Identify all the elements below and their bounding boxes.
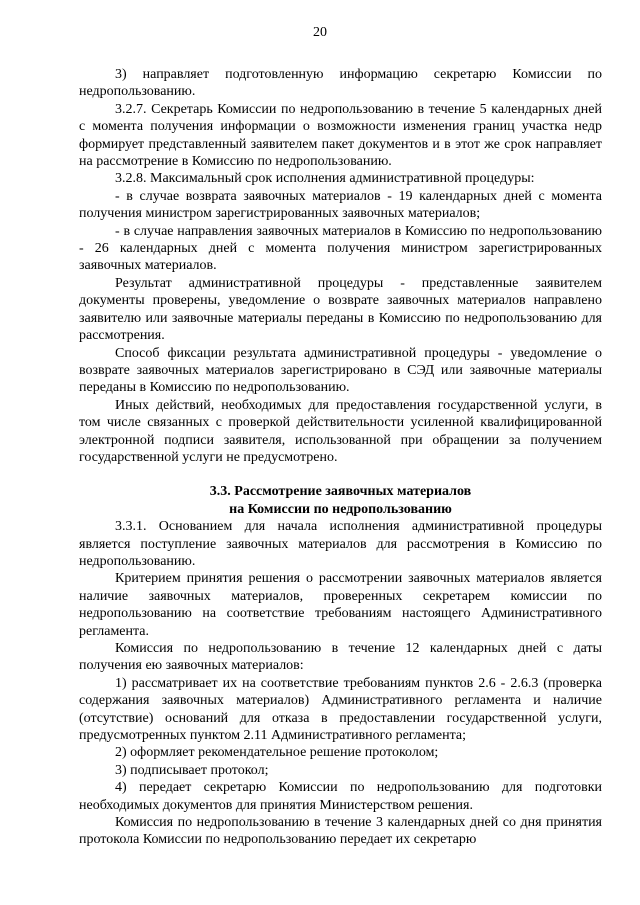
paragraph: - в случае возврата заявочных материалов - 19 календарных дней с момента получения министром зарегистрированных заявочных материалов; — [79, 188, 602, 222]
page-content — [79, 66, 602, 849]
paragraph: 3) направляет подготовленную информацию секретарю Комиссии по недропользованию. — [79, 67, 602, 100]
paragraph: Критерием принятия решения о рассмотрении заявочных материалов является наличие заявочных материалов, проверенных секретарем комиссии по недропользованию на соответствие требованиям настоящего Административного регламента. — [79, 571, 602, 639]
section-spacer — [79, 466, 602, 483]
paragraph: 3.3.1. Основанием для начала исполнения административной процедуры является поступление заявочных материалов для рассмотрения в Комиссию по недропользованию. — [79, 519, 602, 569]
paragraph: Способ фиксации результата административной процедуры - уведомление о возврате заявочных материалов зарегистрировано в СЭД или заявочные материалы переданы в Комиссию по недропользованию. — [79, 345, 602, 396]
paragraph: 2) оформляет рекомендательное решение протоколом; — [115, 745, 439, 761]
paragraph: - в случае направления заявочных материалов в Комиссию по недропользованию - 26 календарных дней с момента получения министром зарегистрированных заявочных материалов. — [79, 223, 602, 274]
paragraph: 4) передает секретарю Комиссии по недропользованию для подготовки необходимых документов для принятия Министерством решения. — [79, 780, 602, 813]
paragraph: Комиссия по недропользованию в течение 12 календарных дней с даты получения ею заявочных материалов: — [79, 641, 602, 674]
paragraph: 3.2.7. Секретарь Комиссии по недропользованию в течение 5 календарных дней с момента получения информации о возможности изменения границ участка недр формирует представленный заявителем пакет документов и в этот же срок направляет на рассмотрение в Комиссию по недропользованию. — [79, 101, 602, 170]
paragraph: 3) подписывает протокол; — [115, 762, 269, 778]
paragraph: 3.2.8. Максимальный срок исполнения административной процедуры: — [115, 171, 535, 187]
paragraph: Результат административной процедуры - представленные заявителем документы проверены, уведомление о возврате заявочных материалов направлено заявителю или заявочные материалы переданы в Комиссию по недропользованию для рассмотрения. — [79, 275, 602, 344]
page-number: 20 — [313, 25, 327, 40]
paragraph: Иных действий, необходимых для предоставления государственной услуги, в том числе связанных с проверкой действительности усиленной квалифицированной электронной подписи заявителя, использованной при обращении за получением государственной услуги не предусмотрено. — [79, 397, 602, 465]
paragraph: 1) рассматривает их на соответствие требованиям пунктов 2.6 - 2.6.3 (проверка содержания заявочных материалов) Административного регламента и наличие (отсутствие) оснований для отказа в предоставлении государственной услуги, предусмотренных пунктом 2.11 Административного регламента; — [79, 675, 602, 744]
section-title: 3.3. Рассмотрение заявочных материалов — [209, 484, 472, 500]
paragraph: Комиссия по недропользованию в течение 3 календарных дней со дня принятия протокола Комиссии по недропользованию передает их секретарю — [79, 815, 602, 848]
section-title: на Комиссии по недропользованию — [229, 501, 452, 517]
